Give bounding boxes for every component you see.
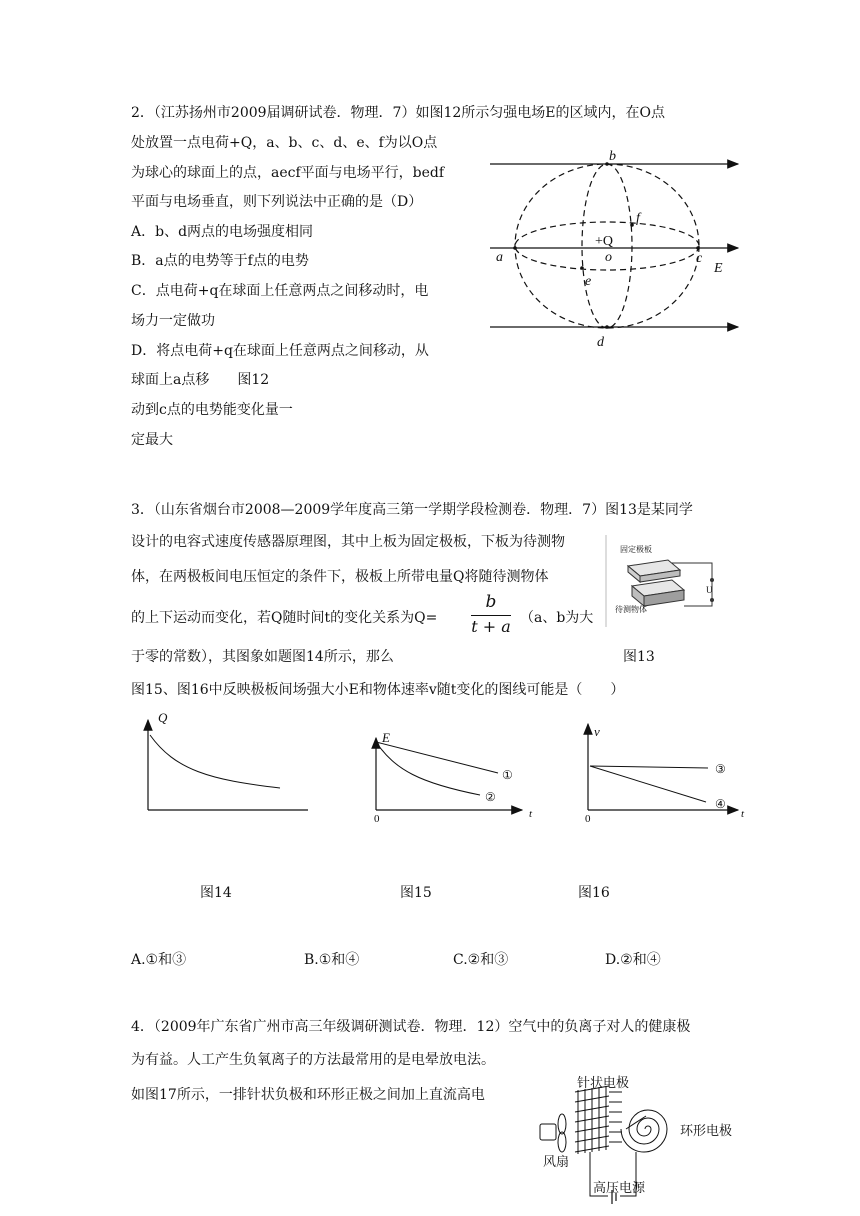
- fig15-label-1: ①: [502, 768, 513, 782]
- label-d: d: [597, 335, 604, 350]
- label-needle-electrode: 针状电极: [577, 1075, 630, 1090]
- q3-line-4-post: （a、b为大: [520, 610, 594, 626]
- q2-option-c: C．点电荷+q在球面上任意两点之间移动时，电: [131, 283, 429, 299]
- label-a: a: [496, 250, 503, 265]
- q3-line-4-pre: 的上下运动而变化，若Q随时间t的变化关系为Q=: [131, 610, 438, 626]
- q2-option-a: A．b、d两点的电场强度相同: [131, 224, 314, 240]
- figure-15-caption: 图15: [400, 885, 432, 901]
- label-plus-q: +Q: [595, 234, 614, 249]
- fig16-axis-t: t: [741, 808, 745, 820]
- figure-13-caption: 图13: [623, 649, 655, 665]
- label-e: e: [585, 274, 592, 289]
- q3-option-a: A.①和③: [131, 952, 187, 968]
- q2-line-3: 为球心的球面上的点，aecf平面与电场平行，bedf: [131, 165, 445, 181]
- q2-option-d-cont2: 动到c点的电势能变化量一: [131, 402, 293, 418]
- fig16-zero: 0: [585, 813, 591, 825]
- label-c: c: [696, 251, 703, 266]
- figure-14-caption: 图14: [200, 885, 232, 901]
- q4-line-1: 4．（2009年广东省广州市高三年级调研测试卷．物理．12）空气中的负离子对人的健康极: [131, 1019, 691, 1035]
- label-power-supply: 高压电源: [593, 1180, 646, 1195]
- q3-line-3: 体，在两极板间电压恒定的条件下，极板上所带电量Q将随待测物体: [131, 569, 549, 585]
- fig15-axis-t: t: [529, 808, 533, 820]
- q3-line-2: 设计的电容式速度传感器原理图，其中上板为固定极板，下板为待测物: [131, 534, 565, 550]
- q3-line-1: 3．（山东省烟台市2008—2009学年度高三第一学期学段检测卷．物理．7）图13是某同学: [131, 502, 693, 518]
- q2-option-d-cont3: 定最大: [131, 432, 173, 448]
- label-ring-electrode: 环形电极: [680, 1123, 733, 1138]
- fig16-label-3: ③: [715, 762, 726, 776]
- q4-line-3: 如图17所示，一排针状负极和环形正极之间加上直流高电: [131, 1087, 485, 1103]
- q2-option-c-cont: 场力一定做功: [131, 313, 215, 329]
- fig15-zero: 0: [374, 813, 380, 825]
- figure-16-caption: 图16: [578, 885, 610, 901]
- q2-option-d-cont: 球面上a点移 图12: [131, 372, 270, 388]
- q3-option-d: D.②和④: [605, 952, 661, 968]
- fig13-label-u: U: [706, 585, 713, 595]
- fig13-label-object: 待测物体: [615, 605, 647, 614]
- label-f: f: [636, 211, 640, 226]
- fig15-label-2: ②: [485, 790, 496, 804]
- q3-line-5: 于零的常数），其图象如题图14所示，那么: [131, 649, 394, 665]
- ring-electrode-spiral: [621, 1110, 667, 1152]
- q2-option-b: B．a点的电势等于f点的电势: [131, 253, 309, 269]
- fig16-label-4: ④: [715, 797, 726, 811]
- label-E: E: [714, 261, 723, 276]
- q3-option-b: B.①和④: [304, 952, 360, 968]
- q3-option-c: C.②和③: [453, 952, 509, 968]
- q4-line-2: 为有益。人工产生负氧离子的方法最常用的是电晕放电法。: [131, 1052, 495, 1068]
- q2-line-4: 平面与电场垂直，则下列说法中正确的是（D）: [131, 194, 423, 210]
- q2-option-d: D．将点电荷+q在球面上任意两点之间移动，从: [131, 343, 429, 359]
- fig15-axis-e: E: [382, 730, 390, 745]
- fig14-axis-q: Q: [158, 710, 168, 725]
- fig13-label-fixed-plate: 固定极板: [620, 545, 652, 554]
- q3-line-6: 图15、图16中反映极板间场强大小E和物体速率v随t变化的图线可能是（ ）: [131, 682, 625, 698]
- fan-icon: [540, 1114, 566, 1152]
- q2-line-2: 处放置一点电荷+Q，a、b、c、d、e、f为以O点: [131, 135, 438, 151]
- needle-electrode-grid: [575, 1086, 622, 1154]
- label-o: o: [605, 250, 612, 265]
- q2-line-1: 2．（江苏扬州市2009届调研试卷．物理．7）如图12所示匀强电场E的区域内，在O点: [131, 105, 665, 121]
- label-fan: 风扇: [543, 1154, 570, 1169]
- fraction-numerator: b: [485, 592, 497, 612]
- label-b: b: [609, 149, 616, 164]
- fraction-denominator: t + a: [471, 617, 511, 636]
- fig16-axis-v: v: [594, 724, 600, 739]
